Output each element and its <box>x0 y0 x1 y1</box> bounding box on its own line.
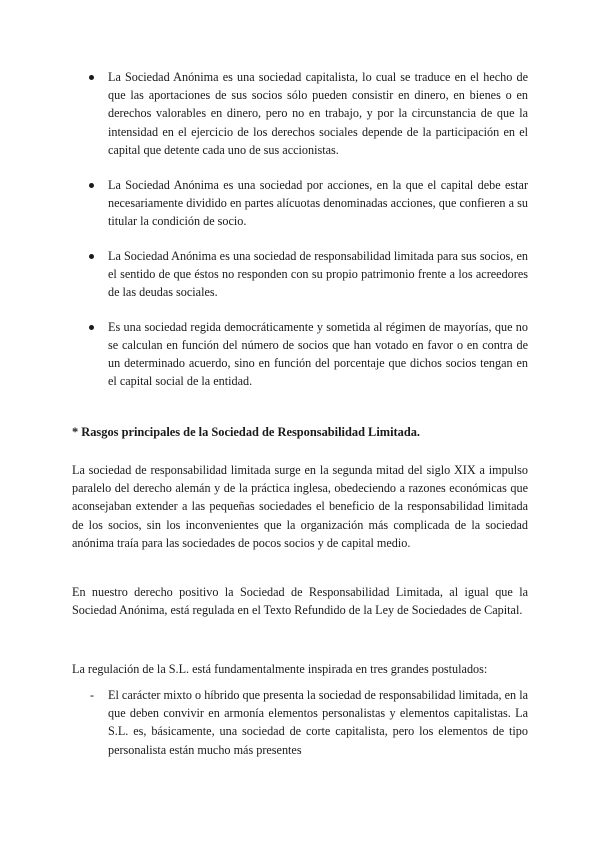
bullet-text: La Sociedad Anónima es una sociedad de responsabilidad limitada para sus socios, en el sentido de que éstos no responden con su propio patrimonio frente a los acreedores de las deudas sociales. <box>108 248 528 300</box>
paragraph-origin: La sociedad de responsabilidad limitada surge en la segunda mitad del siglo XIX a impulso paralelo del derecho alemán y de la práctica inglesa, obedeciendo a razones económicas que aconsejaban extender a las pequeñas sociedades el beneficio de la responsabilidad limitada de los socios, sin los inconvenientes que la organización más complicada de la sociedad anónima traía para las sociedades de pocos socios y de capital medio. <box>72 463 528 550</box>
bullet-text: La Sociedad Anónima es una sociedad por acciones, en la que el capital debe estar necesariamente dividido en partes alícuotas denominadas acciones, que confieren a su titular la condición de socio. <box>108 177 528 228</box>
bullet-dot-icon <box>89 254 94 259</box>
bullet-item <box>0 176 600 231</box>
dash-marker: - <box>90 688 95 702</box>
paragraph-regulation: En nuestro derecho positivo la Sociedad de Responsabilidad Limitada, al igual que la Sociedad Anónima, está regulada en el Texto Refundido de la Ley de Sociedades de Capital. <box>72 585 528 618</box>
bullet-dot-icon <box>89 75 94 80</box>
bullet-list <box>0 68 600 407</box>
section-heading: * Rasgos principales de la Sociedad de Responsabilidad Limitada. <box>72 425 421 439</box>
dash-text: El carácter mixto o híbrido que presenta la sociedad de responsabilidad limitada, en la que deben convivir en armonía elementos personalistas y elementos capitalistas. La S.L. es, básicamente, una sociedad de corte capitalista, pero los elementos de tipo personalista están mucho más presentes <box>108 688 528 757</box>
dash-list <box>0 686 600 759</box>
bullet-dot-icon <box>89 183 94 188</box>
bullet-item <box>0 318 600 391</box>
bullet-item <box>0 68 600 159</box>
dash-item <box>0 686 600 759</box>
bullet-text: La Sociedad Anónima es una sociedad capitalista, lo cual se traduce en el hecho de que las aportaciones de sus socios sólo pueden consistir en dinero, en bienes o en derechos valorables en dinero, pero no en trabajo, y por la circunstancia de que la intensidad en el ejercicio de los derechos sociales depende de la participación en el capital que detente cada uno de sus accionistas. <box>108 70 528 157</box>
paragraph-postulates: La regulación de la S.L. está fundamentalmente inspirada en tres grandes postulados: <box>72 662 488 676</box>
bullet-text: Es una sociedad regida democráticamente y sometida al régimen de mayorías, que no se calculan en función del número de socios que han votado en favor o en contra de un determinado acuerdo, sino en función del porcentaje que dichos socios tengan en el capital social de la entidad. <box>108 319 528 389</box>
bullet-dot-icon <box>89 325 94 330</box>
bullet-item <box>0 247 600 302</box>
